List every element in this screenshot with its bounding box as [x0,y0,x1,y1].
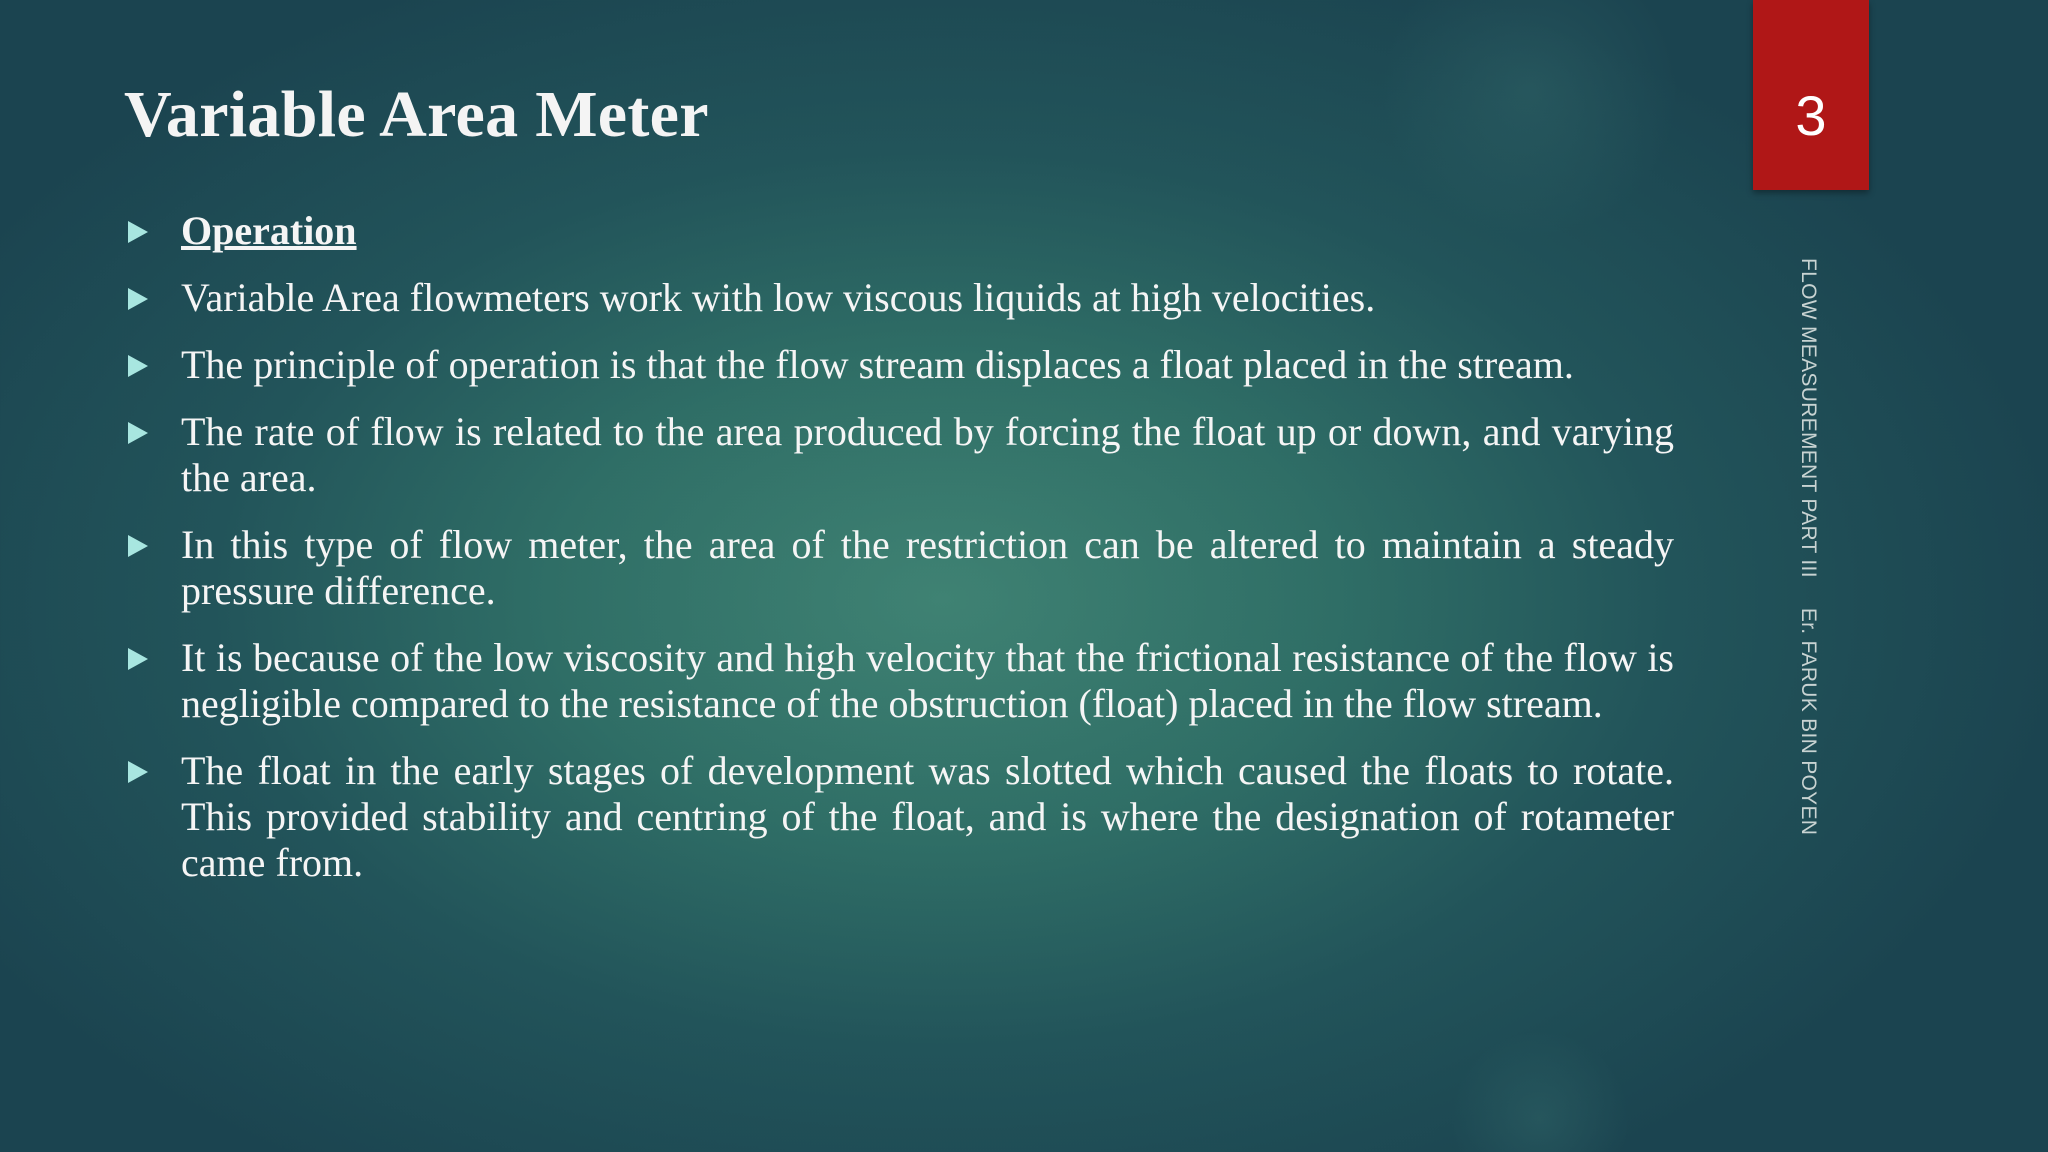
background-glow [1450,1030,1630,1152]
bullet-item [124,409,1674,501]
bullet-item [124,275,1674,321]
slide-title: Variable Area Meter [124,78,709,151]
bullet-item [124,342,1674,388]
footer-course-title: FLOW MEASUREMENT PART III [1797,258,1820,578]
page-number-badge [1753,0,1869,190]
triangle-right-icon [128,422,148,444]
bullet-text: The float in the early stages of development was slotted which caused the floats to rotate. This provided stability and centring of the float, and is where the designation of rotameter came from. [181,748,1674,885]
bullet-text: The rate of flow is related to the area produced by forcing the float up or down, and varying the area. [181,409,1674,500]
bullet-text: In this type of flow meter, the area of the restriction can be altered to maintain a steady pressure difference. [181,522,1674,613]
bullet-text: It is because of the low viscosity and high velocity that the frictional resistance of the flow is negligible compared to the resistance of the obstruction (float) placed in the flow stream. [181,635,1674,726]
bullet-text: Variable Area flowmeters work with low viscous liquids at high velocities. [181,275,1376,320]
bullet-item-operation-heading [124,208,1674,254]
bullet-item [124,635,1674,727]
bullet-item [124,522,1674,614]
background-glow [1380,0,1680,240]
vertical-footer [1796,258,1820,835]
triangle-right-icon [128,535,148,557]
triangle-right-icon [128,288,148,310]
bullet-heading-text: Operation [181,208,357,253]
triangle-right-icon [128,355,148,377]
bullet-list [124,208,1674,907]
bullet-text: The principle of operation is that the flow stream displaces a float placed in the stream. [181,342,1574,387]
triangle-right-icon [128,221,148,243]
bullet-item [124,748,1674,886]
triangle-right-icon [128,648,148,670]
triangle-right-icon [128,761,148,783]
footer-author: Er. FARUK BIN POYEN [1797,607,1820,836]
page-number: 3 [1795,84,1827,147]
